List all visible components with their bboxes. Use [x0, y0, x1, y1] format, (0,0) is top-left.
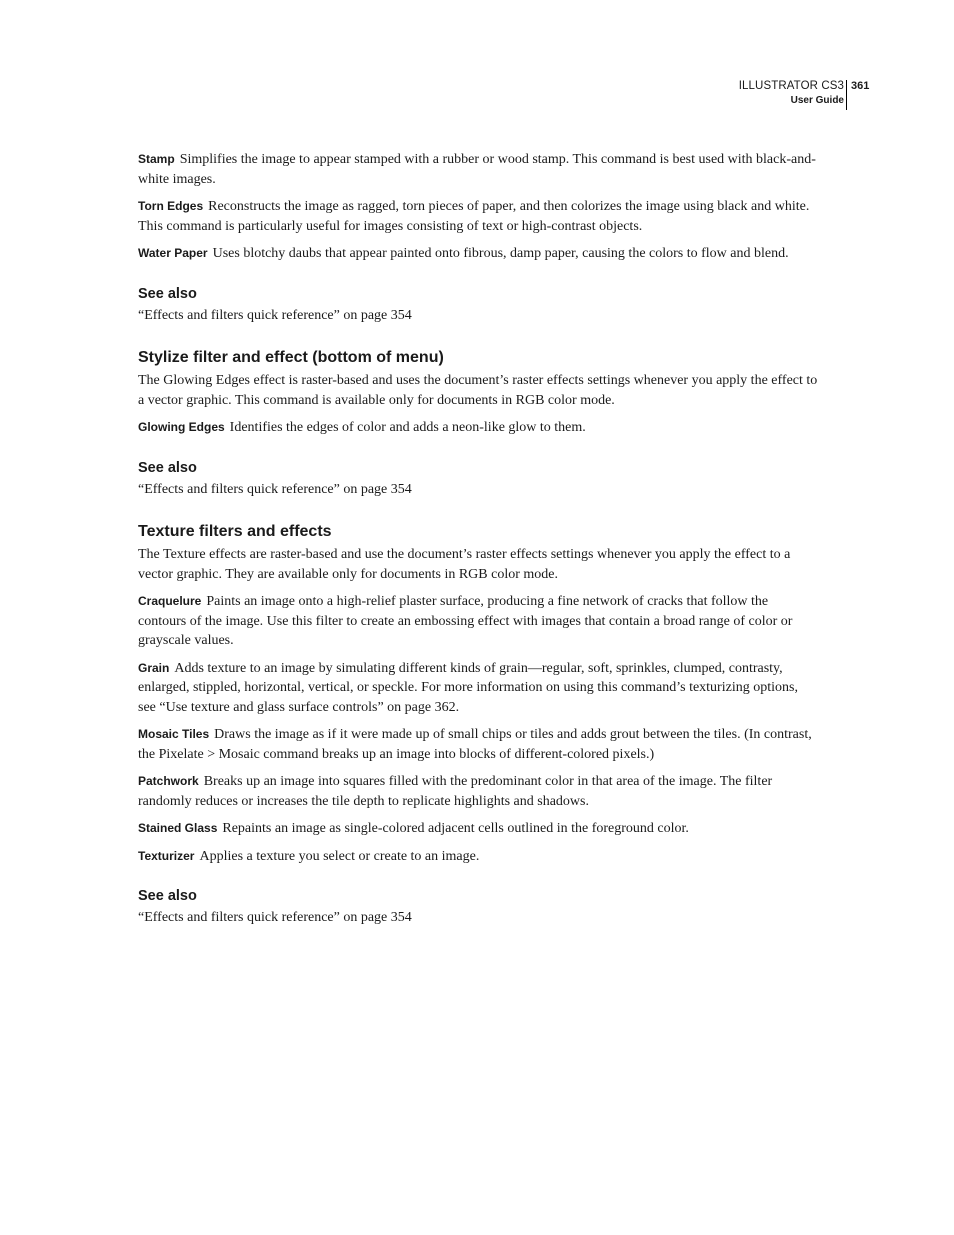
see-also-link[interactable]: “Effects and filters quick reference” on page 354: [138, 910, 412, 925]
entry-term: Mosaic Tiles: [138, 727, 210, 741]
see-also-link[interactable]: “Effects and filters quick reference” on page 354: [138, 307, 412, 323]
entry-term: Patchwork: [138, 774, 199, 788]
page-body: [138, 150, 818, 928]
definition-entry: [138, 592, 818, 651]
guide-name: User Guide: [790, 95, 844, 106]
definition-entry: [138, 150, 818, 189]
product-name: ILLUSTRATOR CS3: [738, 80, 844, 92]
definition-entry: [138, 418, 818, 438]
entry-description: Paints an image onto a high-relief plaster surface, producing a fine network of cracks that follow the contours of the image. Use this filter to create an embossing effect with images that contain a broad range of color or grayscale values.: [138, 594, 793, 648]
definition-entry: [138, 725, 818, 764]
definition-entry: [138, 772, 818, 811]
definition-entry: [138, 197, 818, 236]
entry-term: Water Paper: [138, 246, 208, 260]
entry-term: Glowing Edges: [138, 420, 225, 434]
header-divider: [846, 80, 847, 110]
entry-description: Simplifies the image to appear stamped with a rubber or wood stamp. This command is best used with black-and-white images.: [138, 152, 816, 187]
definition-entry: [138, 819, 818, 839]
entry-description: Adds texture to an image by simulating different kinds of grain—regular, soft, sprinkles, clumped, contrasty, enlarged, stippled, horizontal, vertical, or speckle. For more information on using this command’s texturizing options, see “Use texture and glass surface controls” on page 362.: [138, 660, 798, 715]
entry-description: Reconstructs the image as ragged, torn pieces of paper, and then colorizes the image using black and white. This command is particularly useful for images consisting of text or high-contrast objects.: [138, 199, 810, 234]
entry-term: Stamp: [138, 152, 175, 166]
entry-term: Grain: [138, 660, 170, 675]
entry-description: Uses blotchy daubs that appear painted onto fibrous, damp paper, causing the colors to flow and blend.: [212, 246, 789, 261]
see-also-heading: See also: [138, 888, 197, 904]
entry-term: Stained Glass: [138, 821, 218, 835]
section-intro: The Glowing Edges effect is raster-based and uses the document’s raster effects settings whenever you apply the effect to a vector graphic. This command is available only for documents in RGB color mode.: [138, 373, 818, 408]
definition-entry: [138, 847, 818, 867]
entry-term: Craquelure: [138, 594, 202, 608]
entry-description: Identifies the edges of color and adds a neon-like glow to them.: [229, 420, 586, 435]
entry-description: Repaints an image as single-colored adjacent cells outlined in the foreground color.: [222, 821, 689, 836]
entry-description: Applies a texture you select or create to an image.: [199, 848, 480, 864]
page-number: 361: [851, 80, 870, 92]
section-heading-stylize: Stylize filter and effect (bottom of menu): [138, 349, 444, 366]
running-header: [739, 78, 844, 108]
entry-term: Texturizer: [138, 848, 195, 863]
definition-entry: [138, 659, 818, 718]
entry-term: Torn Edges: [138, 199, 204, 213]
definition-entry: [138, 244, 818, 264]
entry-description: Draws the image as if it were made up of small chips or tiles and adds grout between the tiles. (In contrast, the Pixelate > Mosaic command breaks up an image into blocks of different-colored pixels.): [138, 727, 812, 762]
section-heading-texture: Texture filters and effects: [138, 523, 332, 540]
see-also-heading: See also: [138, 459, 197, 476]
see-also-heading: See also: [138, 285, 197, 302]
entry-description: Breaks up an image into squares filled with the predominant color in that area of the image. The filter randomly reduces or increases the tile depth to replicate highlights and shadows.: [138, 774, 773, 809]
section-intro: The Texture effects are raster-based and use the document’s raster effects settings whenever you apply the effect to a vector graphic. They are available only for documents in RGB color mode.: [138, 547, 791, 582]
see-also-link[interactable]: “Effects and filters quick reference” on page 354: [138, 481, 412, 497]
